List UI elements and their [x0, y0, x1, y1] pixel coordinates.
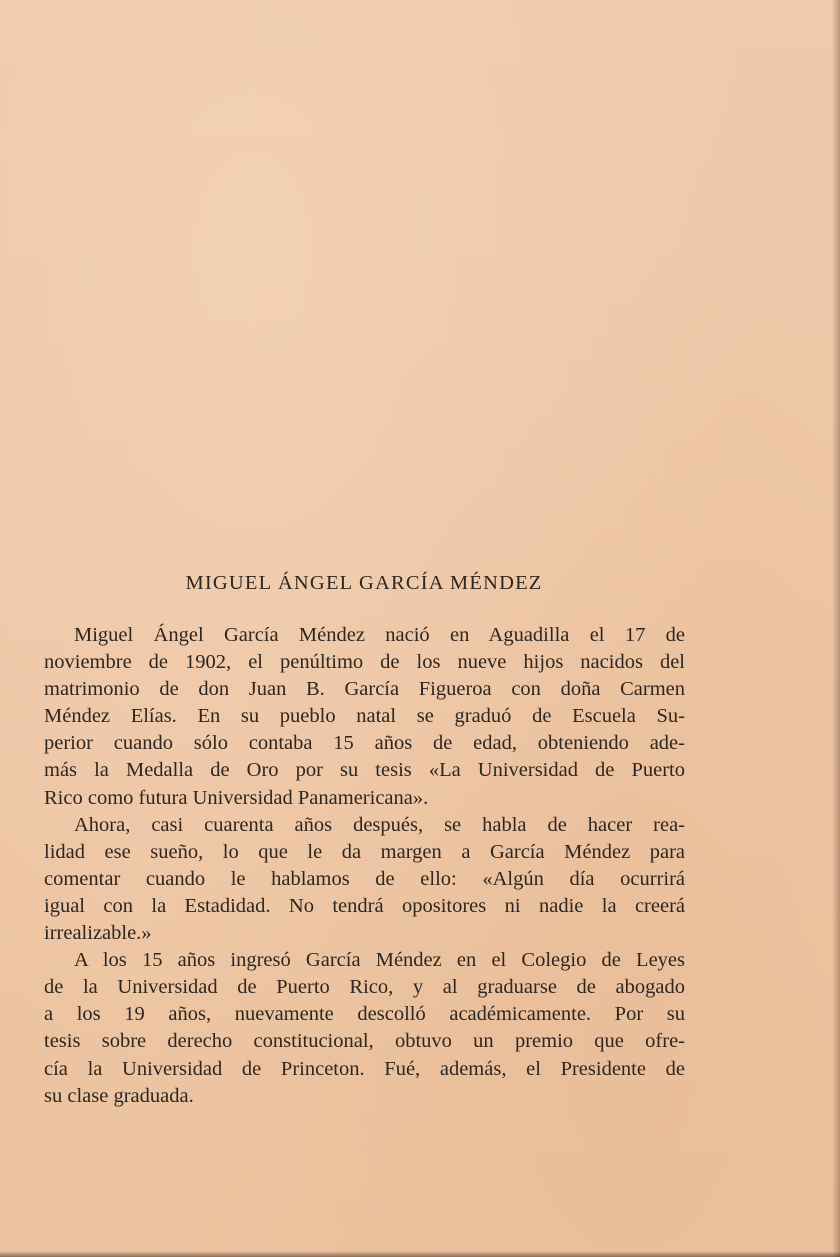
text-line: tesis sobre derecho constitucional, obtuvo un premio que ofre-: [44, 1030, 685, 1053]
text-line: Rico como futura Universidad Panamericana».: [44, 786, 429, 809]
text-line: matrimonio de don Juan B. García Figueroa con doña Carmen: [44, 678, 685, 701]
text-line: A los 15 años ingresó García Méndez en el Colegio de Leyes: [74, 949, 685, 972]
text-line: a los 19 años, nuevamente descolló académicamente. Por su: [44, 1003, 685, 1026]
text-line: Ahora, casi cuarenta años después, se habla de hacer rea-: [74, 813, 685, 836]
biography-text: [44, 622, 685, 1110]
text-line: cía la Universidad de Princeton. Fué, además, el Presidente de: [44, 1057, 685, 1080]
text-line: Méndez Elías. En su pueblo natal se graduó de Escuela Su-: [44, 705, 685, 728]
text-line: irrealizable.»: [44, 922, 152, 945]
text-line: lidad ese sueño, lo que le da margen a García Méndez para: [44, 840, 685, 863]
text-line: igual con la Estadidad. No tendrá opositores ni nadie la creerá: [44, 894, 685, 917]
page-edge-shadow-bottom: [0, 1251, 840, 1257]
page-title: MIGUEL ÁNGEL GARCÍA MÉNDEZ: [185, 572, 543, 594]
text-line: su clase graduada.: [44, 1084, 194, 1107]
text-line: más la Medalla de Oro por su tesis «La Universidad de Puerto: [44, 759, 685, 782]
text-line: de la Universidad de Puerto Rico, y al graduarse de abogado: [44, 976, 685, 999]
text-line: noviembre de 1902, el penúltimo de los nueve hijos nacidos del: [44, 651, 685, 674]
text-line: Miguel Ángel García Méndez nació en Aguadilla el 17 de: [74, 624, 685, 646]
text-line: perior cuando sólo contaba 15 años de edad, obteniendo ade-: [44, 732, 685, 755]
page-edge-shadow-right: [832, 0, 840, 1257]
text-line: comentar cuando le hablamos de ello: «Algún día ocurrirá: [44, 867, 685, 890]
